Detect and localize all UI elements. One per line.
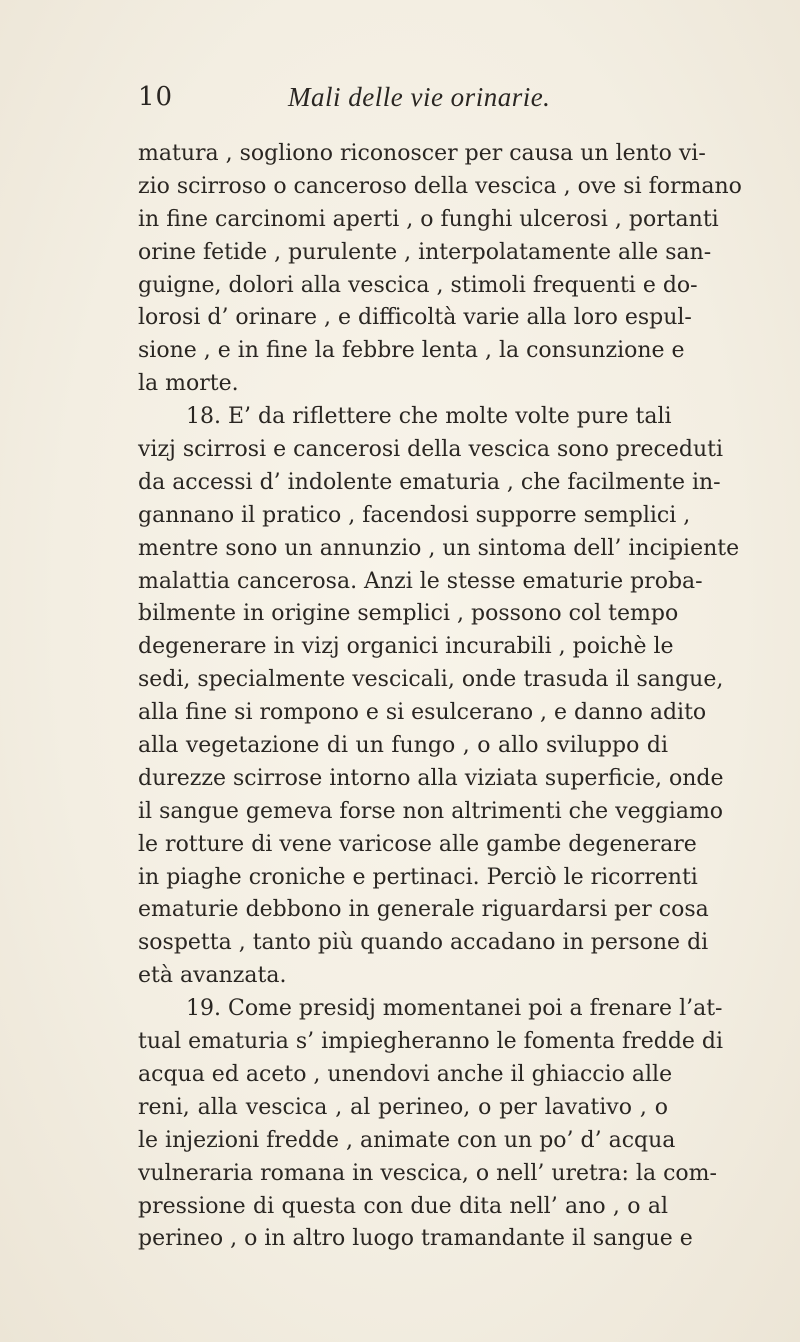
page-number: 10 xyxy=(138,82,174,112)
text-line: il sangue gemeva forse non altrimenti che veggiamo xyxy=(138,798,724,824)
text-line: ematurie debbono in generale riguardarsi per cosa xyxy=(138,897,709,923)
paragraph-start-18: 18. E’ da riflettere che molte volte pure tali xyxy=(186,404,672,430)
text-line: alla fine si rompono e si esulcerano , e danno adito xyxy=(138,700,707,726)
text-line: guigne, dolori alla vescica , stimoli frequenti e do- xyxy=(138,272,698,298)
text-line: in piaghe croniche e pertinaci. Perciò le ricorrenti xyxy=(138,864,698,890)
text-line: in fine carcinomi aperti , o funghi ulcerosi , portanti xyxy=(138,206,719,232)
text-line: gannano il pratico , facendosi supporre semplici , xyxy=(138,502,691,528)
text-line: malattia cancerosa. Anzi le stesse ematurie proba- xyxy=(138,568,703,594)
text-line: alla vegetazione di un fungo , o allo sviluppo di xyxy=(138,733,668,759)
text-line: reni, alla vescica , al perineo, o per lavativo , o xyxy=(138,1094,668,1120)
body-text xyxy=(138,138,742,1256)
text-line: sospetta , tanto più quando accadano in persone di xyxy=(138,930,709,956)
text-line: le rotture di vene varicose alle gambe degenerare xyxy=(138,831,697,857)
paragraph-start-19: 19. Come presidj momentanei poi a frenare l’at- xyxy=(186,996,723,1022)
text-line: lorosi d’ orinare , e difficoltà varie alla loro espul- xyxy=(138,305,692,331)
text-line: la morte. xyxy=(138,371,239,397)
text-line: da accessi d’ indolente ematuria , che facilmente in- xyxy=(138,469,721,495)
text-line: pressione di questa con due dita nell’ ano , o al xyxy=(138,1193,668,1219)
text-line: zio scirroso o canceroso della vescica , ove si formano xyxy=(138,173,742,199)
text-line: tual ematuria s’ impiegheranno le fomenta fredde di xyxy=(138,1029,724,1055)
text-line: sione , e in fine la febbre lenta , la consunzione e xyxy=(138,338,685,364)
text-line: acqua ed aceto , unendovi anche il ghiaccio alle xyxy=(138,1061,673,1087)
text-line: mentre sono un annunzio , un sintoma dell’ incipiente xyxy=(138,535,740,561)
text-line: vulneraria romana in vescica, o nell’ uretra: la com- xyxy=(138,1160,717,1186)
text-line: sedi, specialmente vescicali, onde trasuda il sangue, xyxy=(138,667,724,693)
text-line: bilmente in origine semplici , possono col tempo xyxy=(138,601,679,627)
text-line: orine fetide , purulente , interpolatamente alle san- xyxy=(138,239,712,265)
text-line: età avanzata. xyxy=(138,963,287,989)
text-line: vizj scirrosi e cancerosi della vescica sono preceduti xyxy=(138,437,723,463)
text-line: matura , sogliono riconoscer per causa un lento vi- xyxy=(138,141,706,166)
text-line: perineo , o in altro luogo tramandante il sangue e xyxy=(138,1226,693,1252)
running-title: Mali delle vie orinarie. xyxy=(288,82,551,112)
text-line: degenerare in vizj organici incurabili , poichè le xyxy=(138,634,674,660)
text-line: le injezioni fredde , animate con un po’ d’ acqua xyxy=(138,1127,676,1153)
running-head xyxy=(138,82,658,122)
text-line: durezze scirrose intorno alla viziata superficie, onde xyxy=(138,765,724,791)
